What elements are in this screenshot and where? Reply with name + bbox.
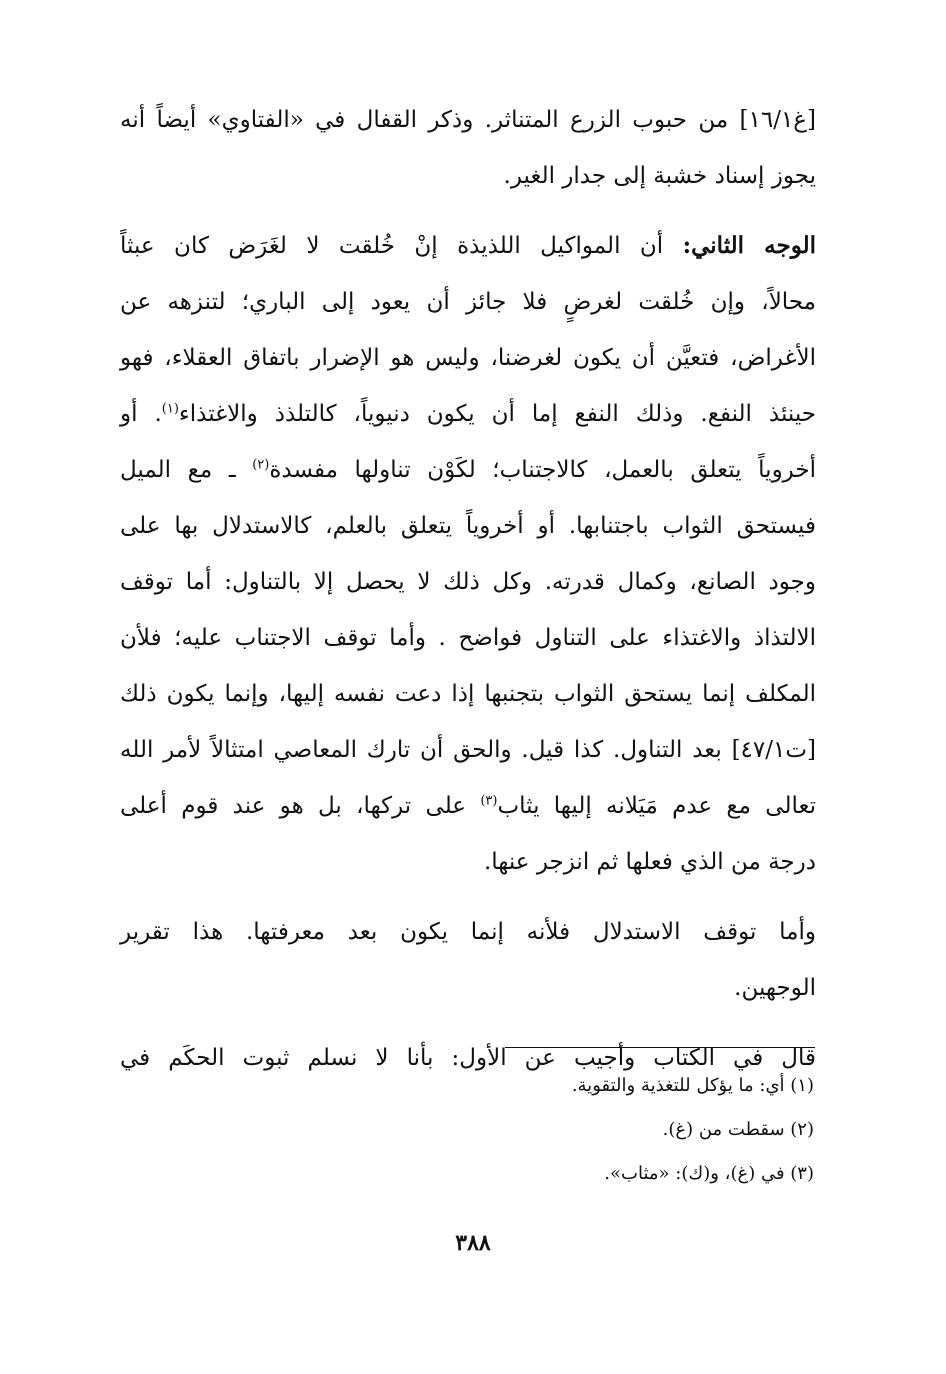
footnote-ref: (٣) [480,793,498,809]
text-line: وأما توقف الاستدلال فلأنه إنما يكون بعد معرفتها. هذا تقرير [120,919,816,945]
text-line: [ت٤٧/١] بعد التناول. كذا قيل. والحق أن تارك المعاصي امتثالاً لأمر الله [120,737,816,763]
text-fragment: أن المواكيل اللذيذة إنْ خُلقت لا لغَرَض كان عبثاً [120,233,683,259]
text-fragment: ـ مع الميل [120,457,253,483]
footnote: (٣) في (غ)، و(ك): «مثاب». [604,1163,814,1184]
text-line [120,442,816,498]
text-fragment: . أو [120,401,162,427]
footnote-ref: (١) [161,401,179,417]
text-line [120,778,816,834]
text-line: قال في الكتاب وأجيب عن الأول: بأنا لا نسلم ثبوت الحكَم في [120,1045,816,1071]
text-fragment: على تركها، بل هو عند قوم أعلى [120,793,481,819]
footnote: (٢) سقطت من (غ). [662,1119,814,1140]
text-fragment: حينئذ النفع. وذلك النفع إما أن يكون دنيوياً، كالتلذذ والاغتذاء [178,401,817,427]
section-heading: الوجه الثاني: [682,232,816,259]
body-text [120,92,816,1086]
footnotes [394,1064,814,1196]
text-line: فيستحق الثواب باجتنابها. أو أخروياً يتعلق بالعلم، كالاستدلال بها على [120,513,816,539]
text-line: [غ١٦/١] من حبوب الزرع المتناثر. وذكر القفال في «الفتاوي» أيضاً أنه [120,107,816,133]
paragraph-1 [120,92,816,204]
text-line: درجة من الذي فعلها ثم انزجر عنها. [483,849,816,875]
text-fragment: أخروياً يتعلق بالعمل، كالاجتناب؛ لكَوْن تناولها مفسدة [269,457,816,483]
text-line: الأغراض، فتعيَّن أن يكون لغرضنا، وليس هو الإضرار باتفاق العقلاء، فهو [120,345,816,371]
paragraph-3 [120,904,816,1016]
footnote-divider [505,1047,815,1048]
text-line: يجوز إسناد خشبة إلى جدار الغير. [503,163,816,189]
page-number: ٣٨٨ [455,1230,491,1256]
text-line [120,218,816,274]
paragraph-2 [120,218,816,890]
footnote-ref: (٢) [252,457,270,473]
text-line: وجود الصانع، وكمال قدرته. وكل ذلك لا يحصل إلا بالتناول: أما توقف [120,569,816,595]
text-line: محالاً، وإن خُلقت لغرضٍ فلا جائز أن يعود إلى الباري؛ لتنزهه عن [120,289,816,315]
text-line: المكلف إنما يستحق الثواب بتجنبها إذا دعت نفسه إليها، وإنما يكون ذلك [120,681,816,707]
text-fragment: تعالى مع عدم مَيَلانه إليها يثاب [497,793,816,819]
text-line [120,386,816,442]
footnote: (١) أي: ما يؤكل للتغذية والتقوية. [571,1075,814,1096]
text-line: الالتذاذ والاغتذاء على التناول فواضح . وأما توقف الاجتناب عليه؛ فلأن [120,625,816,651]
text-line: الوجهين. [734,975,816,1001]
